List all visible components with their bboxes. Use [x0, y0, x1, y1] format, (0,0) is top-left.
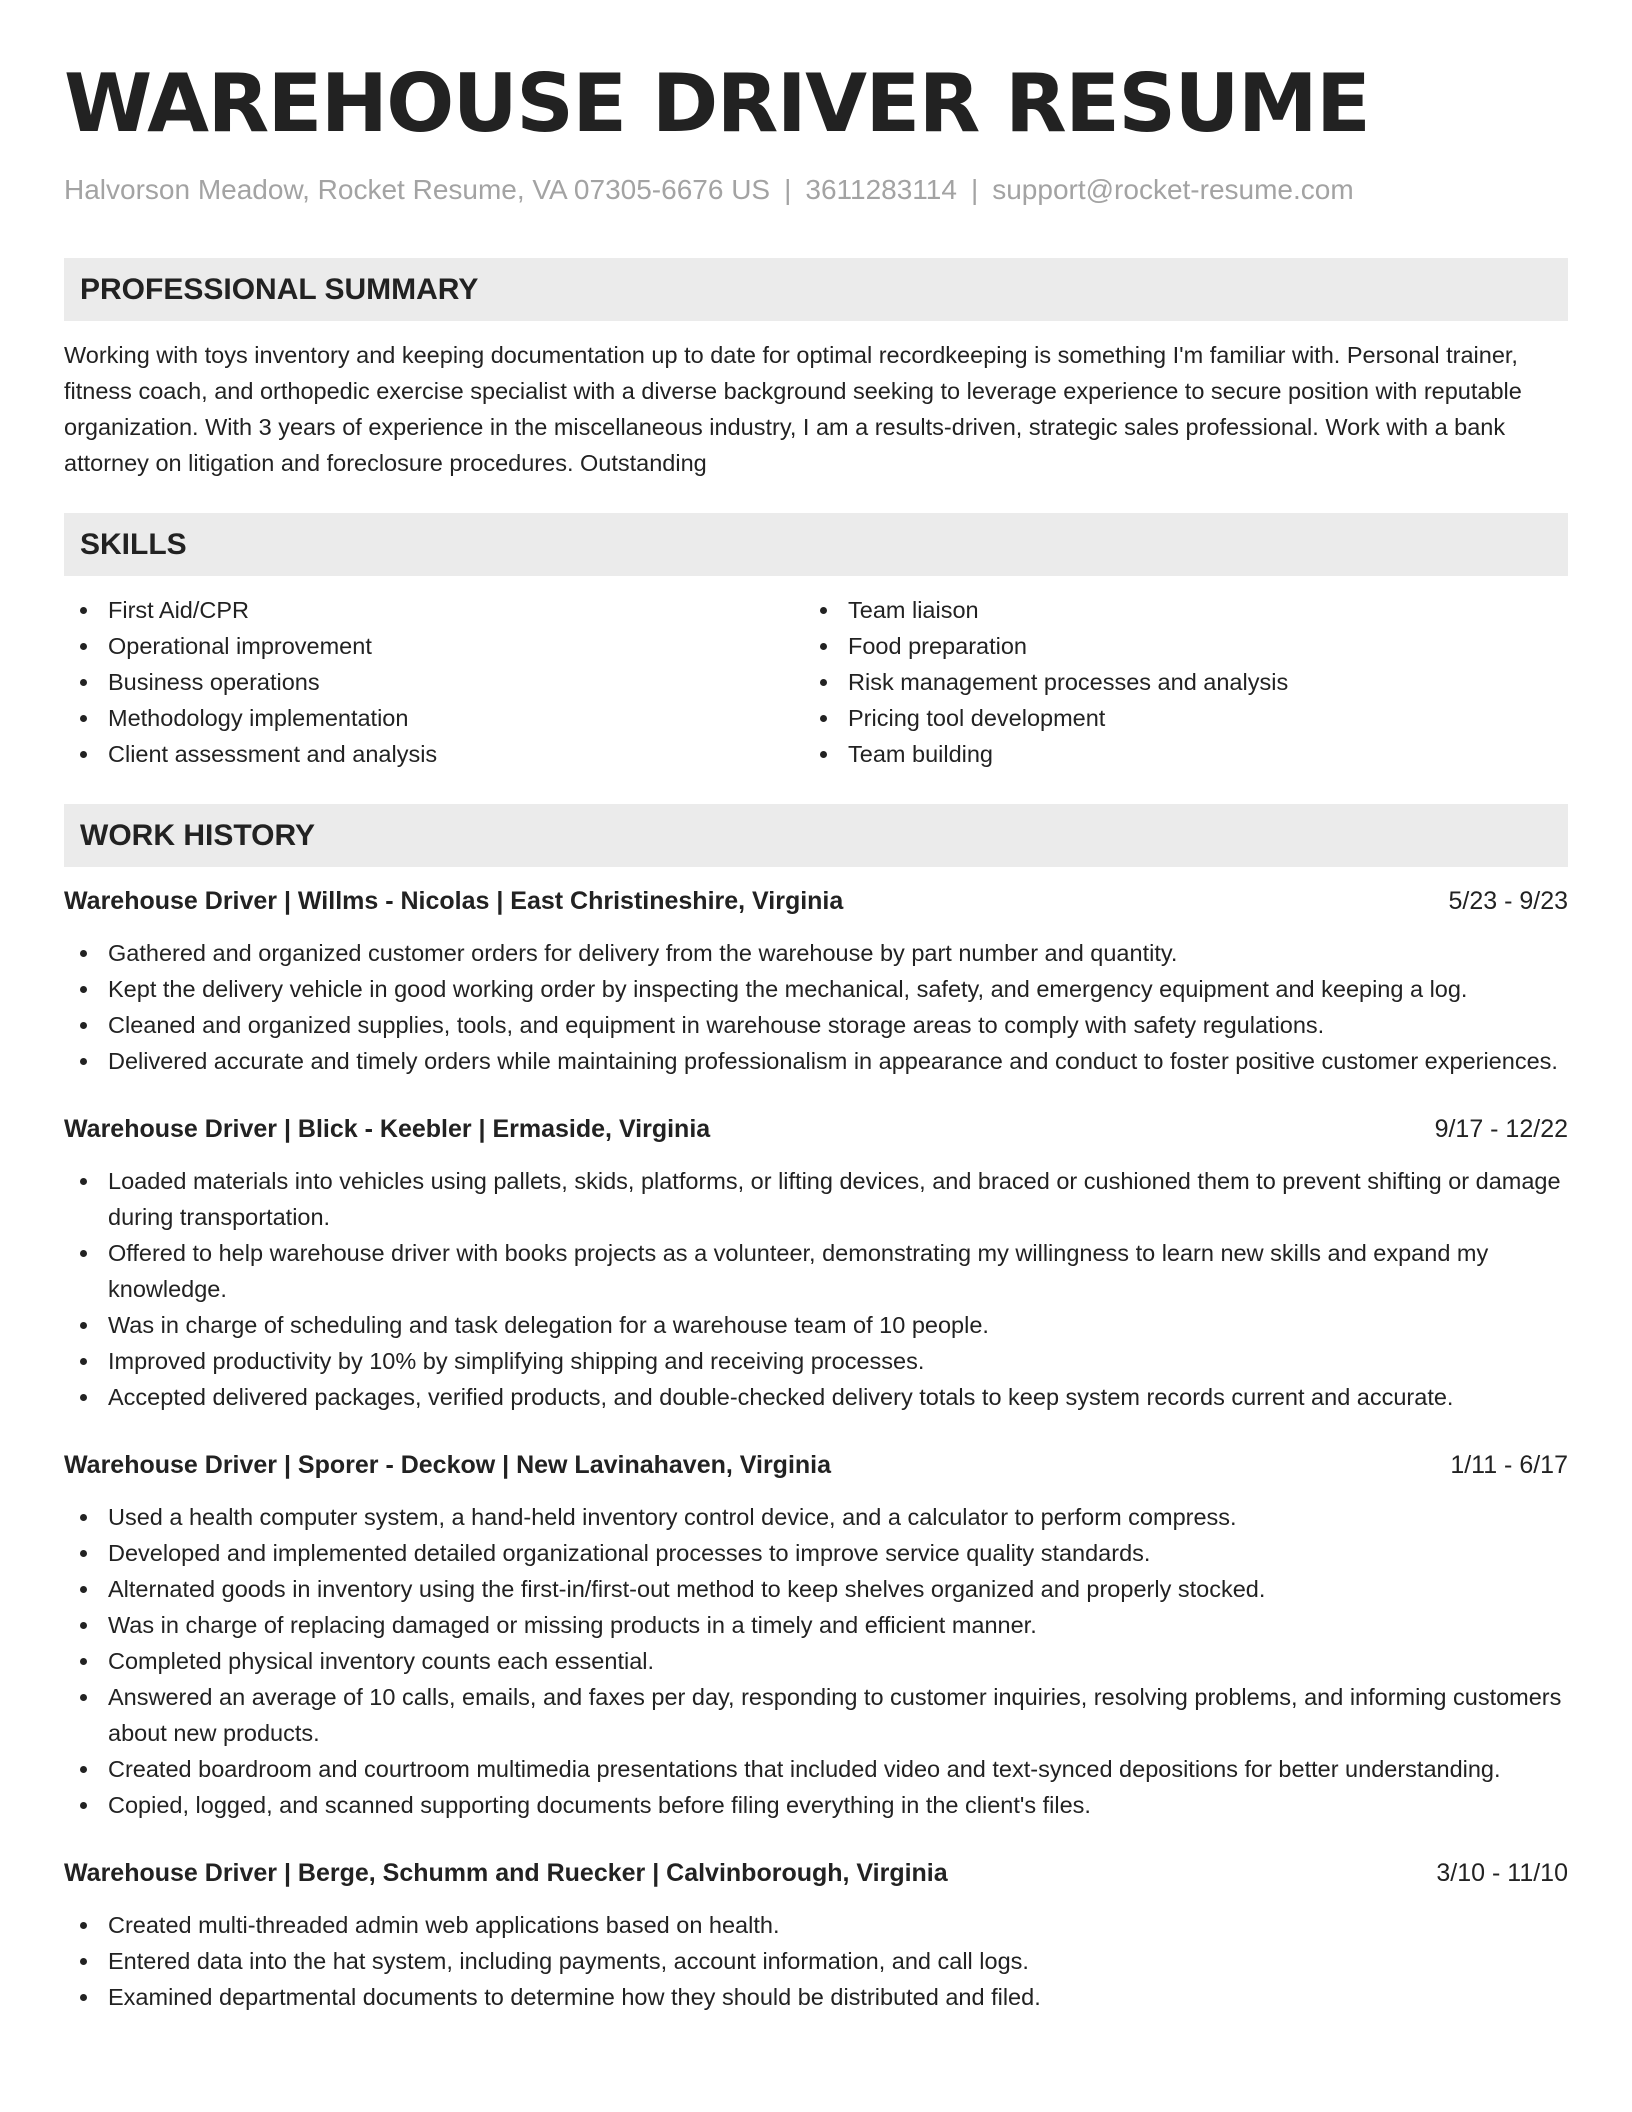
job-duty: Was in charge of replacing damaged or missing products in a timely and efficient manner. — [64, 1607, 1568, 1643]
contact-separator: | — [970, 174, 979, 205]
job-duties — [64, 1907, 1568, 2015]
job-duty: Completed physical inventory counts each essential. — [64, 1643, 1568, 1679]
contact-address: Halvorson Meadow, Rocket Resume, VA 07305-6676 US — [64, 174, 771, 205]
job-duty: Examined departmental documents to determine how they should be distributed and filed. — [64, 1979, 1568, 2015]
job-duty: Kept the delivery vehicle in good working order by inspecting the mechanical, safety, and emergency equipment and keeping a log. — [64, 971, 1568, 1007]
skill-item: Team liaison — [804, 592, 1544, 628]
job-duties — [64, 935, 1568, 1079]
skills-list — [64, 592, 1568, 772]
skills-column-right — [804, 592, 1544, 772]
skill-item: Risk management processes and analysis — [804, 664, 1544, 700]
skills-column-left — [64, 592, 804, 772]
job-duty: Gathered and organized customer orders for delivery from the warehouse by part number and quantity. — [64, 935, 1568, 971]
job-title: Warehouse Driver | Blick - Keebler | Ermaside, Virginia — [64, 1115, 711, 1143]
job-heading — [64, 1111, 1568, 1147]
job-dates: 5/23 - 9/23 — [1448, 887, 1568, 915]
contact-phone: 3611283114 — [805, 174, 957, 205]
job-dates: 1/11 - 6/17 — [1450, 1451, 1568, 1479]
job-entry — [64, 1855, 1568, 2015]
job-duty: Created multi-threaded admin web applications based on health. — [64, 1907, 1568, 1943]
skill-item: First Aid/CPR — [64, 592, 804, 628]
section-header-work-history: WORK HISTORY — [64, 804, 1568, 867]
job-dates: 3/10 - 11/10 — [1436, 1859, 1568, 1887]
contact-email: support@rocket-resume.com — [992, 174, 1354, 205]
job-duty: Created boardroom and courtroom multimedia presentations that included video and text-synced depositions for better understanding. — [64, 1751, 1568, 1787]
job-title: Warehouse Driver | Sporer - Deckow | New Lavinahaven, Virginia — [64, 1451, 832, 1479]
job-duty: Offered to help warehouse driver with books projects as a volunteer, demonstrating my willingness to learn new skills and expand my knowledge. — [64, 1235, 1568, 1307]
job-duty: Improved productivity by 10% by simplifying shipping and receiving processes. — [64, 1343, 1568, 1379]
job-duty: Used a health computer system, a hand-held inventory control device, and a calculator to perform compress. — [64, 1499, 1568, 1535]
skill-item: Food preparation — [804, 628, 1544, 664]
job-duty: Delivered accurate and timely orders while maintaining professionalism in appearance and conduct to foster positive customer experiences. — [64, 1043, 1568, 1079]
job-duty: Was in charge of scheduling and task delegation for a warehouse team of 10 people. — [64, 1307, 1568, 1343]
skill-item: Business operations — [64, 664, 804, 700]
job-duty: Answered an average of 10 calls, emails, and faxes per day, responding to customer inquiries, resolving problems, and informing customers about new products. — [64, 1679, 1568, 1751]
skill-item: Methodology implementation — [64, 700, 804, 736]
job-heading — [64, 883, 1568, 919]
job-heading — [64, 1855, 1568, 1891]
job-dates: 9/17 - 12/22 — [1434, 1115, 1568, 1143]
job-title: Warehouse Driver | Berge, Schumm and Ruecker | Calvinborough, Virginia — [64, 1859, 948, 1887]
job-duties — [64, 1499, 1568, 1823]
job-duty: Entered data into the hat system, including payments, account information, and call logs. — [64, 1943, 1568, 1979]
section-header-summary: PROFESSIONAL SUMMARY — [64, 258, 1568, 321]
job-duty: Cleaned and organized supplies, tools, and equipment in warehouse storage areas to comply with safety regulations. — [64, 1007, 1568, 1043]
skill-item: Operational improvement — [64, 628, 804, 664]
job-duty: Alternated goods in inventory using the first-in/first-out method to keep shelves organized and properly stocked. — [64, 1571, 1568, 1607]
skill-item: Team building — [804, 736, 1544, 772]
contact-info — [64, 172, 1568, 208]
contact-separator: | — [784, 174, 792, 205]
job-heading — [64, 1447, 1568, 1483]
job-title: Warehouse Driver | Willms - Nicolas | East Christineshire, Virginia — [64, 887, 844, 915]
job-duty: Loaded materials into vehicles using pallets, skids, platforms, or lifting devices, and braced or cushioned them to prevent shifting or damage during transportation. — [64, 1163, 1568, 1235]
job-duty: Copied, logged, and scanned supporting documents before filing everything in the client's files. — [64, 1787, 1568, 1823]
skill-item: Client assessment and analysis — [64, 736, 804, 772]
job-entry — [64, 883, 1568, 1079]
job-duty: Developed and implemented detailed organizational processes to improve service quality standards. — [64, 1535, 1568, 1571]
page-title: WAREHOUSE DRIVER RESUME — [64, 57, 1370, 150]
job-duties — [64, 1163, 1568, 1415]
job-entry — [64, 1447, 1568, 1823]
job-entry — [64, 1111, 1568, 1415]
skill-item: Pricing tool development — [804, 700, 1544, 736]
summary-text: Working with toys inventory and keeping documentation up to date for optimal recordkeeping is something I'm familiar with. Personal trainer, fitness coach, and orthopedic exercise specialist with a diverse background seeking to leverage experience to secure position with reputable organization. With 3 years of experience in the miscellaneous industry, I am a results-driven, strategic sales professional. Work with a bank attorney on litigation and foreclosure procedures. Outstanding — [64, 342, 1522, 476]
section-header-skills: SKILLS — [64, 513, 1568, 576]
job-duty: Accepted delivered packages, verified products, and double-checked delivery totals to keep system records current and accurate. — [64, 1379, 1568, 1415]
